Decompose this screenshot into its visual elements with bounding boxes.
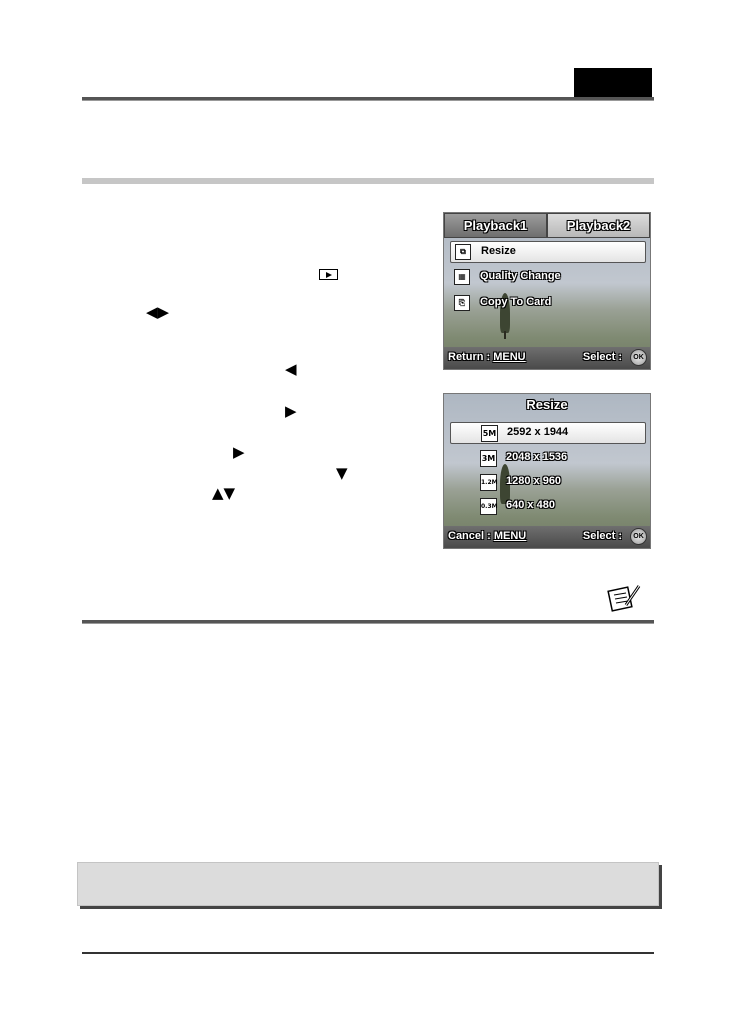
right-arrow-icon: ▶ — [285, 402, 297, 420]
screen-footer — [444, 347, 650, 369]
up-down-arrows-icon: ▲▼ — [212, 484, 236, 502]
resize-icon: ⧉ — [455, 244, 471, 260]
tab-playback1[interactable]: Playback1 — [444, 213, 547, 238]
menu-item-label: Resize — [481, 245, 516, 257]
resize-option-3m[interactable] — [450, 448, 646, 470]
resolution-3m-icon: 3M — [480, 450, 497, 467]
left-arrow-icon: ◀ — [285, 360, 297, 378]
footer-return-label: Return : — [448, 351, 494, 363]
resolution-1-2m-icon: 1.2M — [480, 474, 497, 491]
quality-icon: ▦ — [454, 269, 470, 285]
section-rule — [82, 178, 654, 184]
ok-button-icon[interactable]: OK — [630, 349, 647, 366]
resize-option-1-2m[interactable] — [450, 472, 646, 494]
menu-key-label: MENU — [493, 351, 526, 363]
left-right-arrows-icon: ◀▶ — [146, 303, 170, 321]
resolution-5m-icon: 5M — [481, 425, 498, 442]
menu-item-resize[interactable] — [450, 241, 646, 263]
footer-select-label: Select : — [582, 351, 622, 363]
down-arrow-icon: ▼ — [336, 464, 348, 482]
menu-item-label: Quality Change — [480, 270, 561, 282]
resize-option-label: 2592 x 1944 — [507, 426, 569, 438]
menu-item-label: Copy To Card — [480, 296, 552, 308]
screen-title: Resize — [526, 397, 568, 412]
resize-option-label: 1280 x 960 — [506, 475, 562, 487]
callout-box — [77, 862, 659, 906]
footer-select-label: Select : — [582, 530, 622, 542]
menu-key-label: MENU — [493, 530, 527, 542]
right-arrow-icon-2: ▶ — [233, 443, 245, 461]
note-rule — [82, 620, 654, 624]
playback-tabs — [444, 213, 650, 238]
footer-rule — [82, 952, 654, 954]
resolution-0-3m-icon: 0.3M — [480, 498, 497, 515]
note-icon — [606, 583, 642, 613]
resize-option-label: 640 x 480 — [506, 499, 555, 511]
ok-button-icon[interactable]: OK — [630, 528, 647, 545]
resize-option-5m[interactable] — [450, 422, 646, 444]
menu-item-quality-change[interactable] — [450, 267, 646, 289]
header-tab — [574, 68, 652, 97]
playback-menu-screen — [443, 212, 651, 370]
copy-icon: ⎘ — [454, 295, 470, 311]
footer-cancel-label: Cancel : — [448, 530, 494, 542]
header-rule — [82, 97, 654, 101]
playback-mode-icon — [319, 269, 338, 280]
screen-footer — [444, 526, 650, 548]
resize-option-label: 2048 x 1536 — [506, 451, 568, 463]
resize-option-0-3m[interactable] — [450, 496, 646, 518]
resize-menu-screen — [443, 393, 651, 549]
menu-item-copy-to-card[interactable] — [450, 293, 646, 315]
tab-playback2[interactable]: Playback2 — [547, 213, 650, 238]
